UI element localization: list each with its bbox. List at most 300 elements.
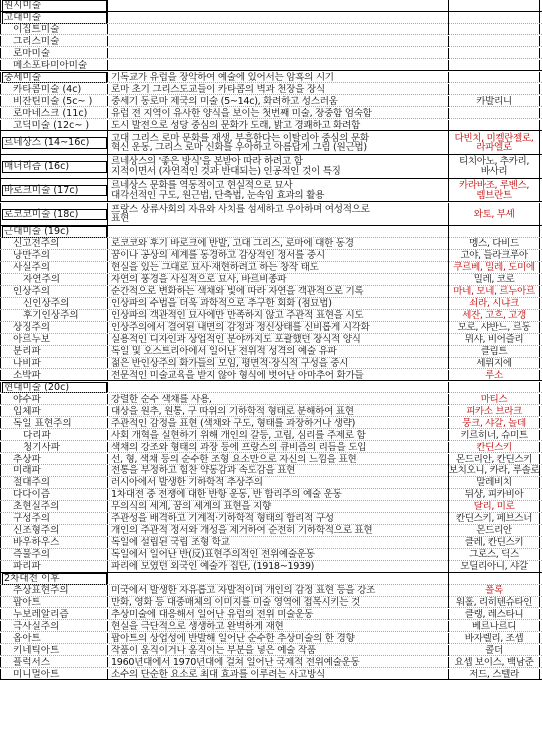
movement-label: 상징주의	[13, 322, 51, 334]
representative-artists	[448, 430, 540, 442]
movement-description	[108, 310, 448, 322]
representative-artists	[448, 155, 540, 178]
movement-label: 아르누보	[13, 334, 51, 345]
movement-description	[108, 609, 448, 621]
movement-name	[0, 262, 108, 274]
movement-description	[108, 465, 448, 477]
description-line: 유럽 전 지역이 유사한 양식을 보이는 첫번째 미술, 장중함 엄숙함	[111, 107, 372, 119]
movement-label: 바우하우스	[13, 537, 60, 549]
description-line: 자연의 풍경을 사실적으로 묘사, 바르비종파	[111, 274, 287, 286]
artist-line: 저드, 스텔라	[469, 668, 519, 680]
representative-artists	[448, 310, 540, 322]
table-row	[0, 250, 542, 262]
table-row	[0, 501, 542, 513]
table-row	[0, 358, 542, 370]
movement-description	[108, 394, 448, 406]
table-row	[0, 310, 542, 322]
table-row	[0, 203, 542, 226]
movement-label: 키네틱아트	[13, 644, 60, 656]
movement-name	[0, 657, 108, 669]
artist-line: 콜더	[485, 644, 503, 656]
movement-label: 즉물주의	[13, 549, 51, 561]
artist-line: 멩스, 다비드	[469, 238, 519, 250]
table-row	[0, 226, 542, 238]
table-row	[0, 370, 542, 382]
representative-artists	[448, 501, 540, 513]
table-row	[0, 465, 542, 477]
representative-artists	[448, 609, 540, 621]
representative-artists	[448, 322, 540, 334]
description-line: 1960년대에서 1970년대에 걸쳐 일어난 국제적 전위예술운동	[111, 656, 360, 668]
artist-line: 마네, 모네, 르누아르	[453, 286, 535, 298]
movement-name	[0, 274, 108, 286]
movement-description	[108, 60, 448, 72]
representative-artists	[448, 179, 540, 202]
description-line: 파리에 모였던 외국인 예술가 집단, (1918~1939)	[111, 561, 315, 573]
representative-artists	[448, 394, 540, 406]
movement-description	[108, 120, 448, 132]
artist-line: 폴록	[485, 584, 503, 596]
representative-artists	[448, 418, 540, 430]
movement-label: 이집트미술	[13, 23, 60, 35]
artist-line: 밀레, 코로	[473, 274, 515, 286]
movement-description	[108, 430, 448, 442]
movement-description	[108, 262, 448, 274]
movement-label: 중세미술	[2, 72, 107, 84]
movement-label: 그리스미술	[13, 35, 60, 47]
movement-name	[0, 84, 108, 96]
movement-description	[108, 489, 448, 501]
description-line: 작품이 움직이거나 움직이는 부분을 넣은 예술 작품	[111, 644, 316, 656]
representative-artists	[448, 334, 540, 346]
table-row	[0, 549, 542, 561]
table-row	[0, 645, 542, 657]
movement-label: 원시미술	[2, 0, 107, 12]
movement-name	[0, 226, 108, 238]
movement-name	[0, 442, 108, 454]
table-row	[0, 382, 542, 394]
movement-label: 나비파	[13, 357, 41, 369]
artist-line: 카라바조, 루벤스,	[458, 180, 530, 192]
artist-line: 세잔, 고흐, 고갱	[462, 310, 526, 322]
description-line: 대상을 원추, 원통, 구 따위의 기하학적 형태로 분해하여 표현	[111, 405, 354, 417]
representative-artists	[448, 262, 540, 274]
description-line: 르네상스 문화를 역동적이고 현실적으로 묘사	[111, 180, 293, 192]
table-row	[0, 394, 542, 406]
movement-name	[0, 394, 108, 406]
movement-description	[108, 621, 448, 633]
table-row	[0, 298, 542, 310]
table-row	[0, 477, 542, 489]
representative-artists	[448, 131, 540, 154]
movement-name	[0, 645, 108, 657]
representative-artists	[448, 465, 540, 477]
movement-description	[108, 669, 448, 681]
representative-artists	[448, 72, 540, 84]
description-line: 로코코와 후기 바로크에 반발, 고대 그리스, 로마에 대한 동경	[111, 238, 354, 250]
movement-label: 로코코미술 (18c)	[2, 209, 107, 221]
representative-artists	[448, 597, 540, 609]
representative-artists	[448, 454, 540, 466]
movement-description	[108, 561, 448, 573]
movement-label: 현대미술 (20c)	[2, 382, 107, 394]
movement-name	[0, 72, 108, 84]
movement-label: 후기인상주의	[23, 310, 79, 322]
movement-label: 자연주의	[23, 274, 61, 286]
movement-description	[108, 48, 448, 60]
movement-description	[108, 657, 448, 669]
representative-artists	[448, 669, 540, 681]
movement-description	[108, 346, 448, 358]
description-line: 인상파의 객관적인 묘사에만 만족하지 않고 주관적 표현을 시도	[111, 310, 364, 322]
movement-description	[108, 585, 448, 597]
representative-artists	[448, 274, 540, 286]
table-row	[0, 12, 542, 24]
description-line: 1차대전 중 전쟁에 대한 반항 운동, 반 합리주의 예술 운동	[111, 489, 342, 501]
artist-line: 모딜리아니, 샤갈	[460, 561, 528, 573]
description-line: 주관성을 배격하고 기계적·기하학적 형태의 합리적 구성	[111, 513, 334, 525]
movement-name	[0, 549, 108, 561]
representative-artists	[448, 525, 540, 537]
table-row	[0, 155, 542, 178]
table-row	[0, 406, 542, 418]
movement-label: 옵아트	[13, 632, 41, 644]
table-row	[0, 454, 542, 466]
description-line: 색채의 강조와 형태의 과장 등에 프랑스의 큐비즘의 리듬을 도입	[111, 441, 367, 453]
table-row	[0, 537, 542, 549]
table-row	[0, 633, 542, 645]
movement-name	[0, 477, 108, 489]
movement-description	[108, 96, 448, 108]
description-line: 현실을 극단적으로 생생하고 완벽하게 재현	[111, 620, 284, 632]
movement-name	[0, 60, 108, 72]
movement-description	[108, 477, 448, 489]
movement-name	[0, 382, 108, 394]
artist-line: 모로, 샤반느, 르동	[457, 322, 531, 334]
table-row	[0, 442, 542, 454]
description-line: 현실을 있는 그대로 묘사·재현하려고 하는 창작 태도	[111, 262, 319, 274]
table-row	[0, 489, 542, 501]
movement-name	[0, 250, 108, 262]
representative-artists	[448, 513, 540, 525]
artist-line: 클레, 칸딘스키	[464, 537, 524, 549]
movement-label: 고딕미술 (12c~ )	[13, 119, 90, 131]
representative-artists	[448, 12, 540, 24]
movement-description	[108, 370, 448, 382]
movement-name	[0, 120, 108, 132]
movement-label: 입체파	[13, 405, 41, 417]
representative-artists	[448, 238, 540, 250]
representative-artists	[448, 286, 540, 298]
movement-name	[0, 525, 108, 537]
representative-artists	[448, 48, 540, 60]
movement-description	[108, 549, 448, 561]
table-row	[0, 238, 542, 250]
movement-name	[0, 12, 108, 24]
movement-description	[108, 418, 448, 430]
movement-description	[108, 155, 448, 178]
table-row	[0, 609, 542, 621]
representative-artists	[448, 370, 540, 382]
table-row	[0, 573, 542, 585]
movement-label: 인상주의	[13, 286, 51, 298]
artist-line: 쇠라, 시냐크	[469, 298, 519, 310]
movement-name	[0, 669, 108, 681]
movement-description	[108, 84, 448, 96]
artist-line: 그로스, 딕스	[469, 549, 519, 561]
movement-label: 구성주의	[13, 513, 51, 525]
representative-artists	[448, 24, 540, 36]
artist-line: 고야, 들라크루아	[460, 250, 528, 262]
movement-label: 고대미술	[2, 12, 107, 24]
artist-line: 칸딘스키, 페브스너	[455, 513, 533, 525]
movement-label: 독일 표현주의	[13, 417, 72, 429]
representative-artists	[448, 120, 540, 132]
description-line: 꿈이나 공상의 세계를 동경하고 감상적인 정서를 중시	[111, 250, 325, 262]
table-row	[0, 430, 542, 442]
movement-description	[108, 645, 448, 657]
table-row	[0, 0, 542, 12]
representative-artists	[448, 96, 540, 108]
movement-label: 사실주의	[13, 262, 51, 274]
movement-label: 분리파	[13, 345, 41, 357]
movement-label: 플럭서스	[13, 656, 51, 668]
movement-label: 청기사파	[23, 441, 61, 453]
artist-line: 루소	[485, 369, 503, 381]
movement-name	[0, 609, 108, 621]
description-line: 전문적인 미술교육을 받지 않아 형식에 벗어난 아마추어 화가들	[111, 369, 364, 381]
movement-description	[108, 633, 448, 645]
movement-label: 르네상스 (14~16c)	[2, 137, 107, 149]
description-line: 인상파의 수법을 더욱 과학적으로 추구한 회화 (점묘법)	[111, 298, 332, 310]
movement-name	[0, 358, 108, 370]
movement-label: 매너리즘 (16c)	[2, 161, 107, 173]
table-row	[0, 418, 542, 430]
table-row	[0, 286, 542, 298]
representative-artists	[448, 585, 540, 597]
representative-artists	[448, 60, 540, 72]
representative-artists	[448, 84, 540, 96]
movement-description	[108, 274, 448, 286]
table-row	[0, 525, 542, 537]
movement-description	[108, 131, 448, 154]
artist-line: 렘브란트	[476, 189, 512, 201]
table-row	[0, 585, 542, 597]
movement-label: 추상표현주의	[13, 584, 69, 596]
movement-name	[0, 322, 108, 334]
movement-description	[108, 513, 448, 525]
movement-description	[108, 36, 448, 48]
movement-name	[0, 286, 108, 298]
description-line: 실용적인 디자인과 상업적인 분야까지도 포괄했던 장식적 양식	[111, 334, 361, 345]
representative-artists	[448, 108, 540, 120]
movement-description	[108, 358, 448, 370]
artist-line: 몬드리안	[476, 525, 512, 537]
artist-line: 다빈치, 미켈란젤로,	[454, 132, 534, 144]
representative-artists	[448, 358, 540, 370]
movement-label: 카타콤미술 (4c)	[13, 83, 82, 95]
description-line: 소수의 단순한 요소로 최대 효과를 이루려는 사고방식	[111, 668, 325, 680]
representative-artists	[448, 477, 540, 489]
movement-description	[108, 442, 448, 454]
artist-line: 클랭, 레스타니	[464, 608, 524, 620]
movement-description	[108, 250, 448, 262]
movement-name	[0, 36, 108, 48]
table-row	[0, 561, 542, 573]
artist-line: 피카소 브라크	[466, 405, 522, 417]
artist-line: 뭉크, 샤갈, 놀데	[462, 417, 526, 429]
table-row	[0, 334, 542, 346]
movement-label: 야수파	[13, 393, 41, 405]
movement-description	[108, 72, 448, 84]
table-row	[0, 60, 542, 72]
movement-name	[0, 513, 108, 525]
movement-label: 신조형주의	[13, 525, 60, 537]
movement-description	[108, 203, 448, 226]
movement-name	[0, 430, 108, 442]
description-line: 지적이면서 (자연적인 것과 반대되는) 인공적인 것이 특징	[111, 165, 341, 177]
artist-line: 세뤼지에	[476, 357, 512, 369]
artist-line: 카발리니	[476, 95, 512, 107]
artist-line: 라파엘로	[476, 142, 512, 154]
movement-label: 바로크미술 (17c)	[2, 185, 107, 197]
description-line: 팝아트의 상업성에 반발해 일어난 순수한 추상미술의 한 경향	[111, 632, 355, 644]
description-line: 로마 초기 그리스도교들이 카타콤의 벽과 천장을 장식	[111, 83, 325, 95]
movement-label: 추상파	[13, 453, 41, 465]
description-line: 대각선적인 구도, 원근법, 단축법, 눈속임 효과의 활용	[111, 189, 325, 201]
movement-label: 다리파	[23, 429, 51, 441]
representative-artists	[448, 203, 540, 226]
table-row	[0, 84, 542, 96]
movement-description	[108, 334, 448, 346]
description-line: 사회 개혁을 실현하기 위해 개인의 갈등, 고립, 심리를 주제로 함	[111, 429, 366, 441]
movement-label: 극사실주의	[13, 620, 60, 632]
description-line: 주관적인 감정을 표현 (색채와 구도, 형태를 과장하거나 생략)	[111, 417, 356, 429]
representative-artists	[448, 657, 540, 669]
movement-label: 신인상주의	[23, 298, 70, 310]
artist-line: 뒤샹, 피카비아	[464, 489, 524, 501]
representative-artists	[448, 489, 540, 501]
description-line: 인상주의에서 결여된 내면의 감정과 정신상태를 신비롭게 시각화	[111, 322, 370, 334]
table-row	[0, 322, 542, 334]
description-line: 기독교가 유럽을 장악하여 예술에 있어서는 암흑의 시기	[111, 71, 334, 83]
table-row	[0, 96, 542, 108]
table-row	[0, 72, 542, 84]
movement-name	[0, 621, 108, 633]
description-line: 만화, 영화 등 대중매체의 이미지를 미술 영역에 접목시키는 것	[111, 596, 360, 608]
movement-description	[108, 108, 448, 120]
description-line: 순간적으로 변화하는 색채와 빛에 따라 자연을 객관적으로 기록	[111, 286, 364, 298]
description-line: 프랑스 상류사회의 자유와 사치를 섬세하고 우아하며 여성적으로	[111, 203, 370, 215]
movement-label: 다다이즘	[13, 489, 51, 501]
movement-name	[0, 501, 108, 513]
movement-label: 미래파	[13, 465, 41, 477]
movement-description	[108, 573, 448, 585]
artist-line: 와토, 부셰	[473, 208, 515, 220]
artist-line: 워홀, 리히텐슈타인	[455, 596, 533, 608]
movement-name	[0, 179, 108, 202]
movement-description	[108, 238, 448, 250]
description-line: 선, 형, 색채 등의 순수한 조형 요소만으로 자신의 느낌을 표현	[111, 453, 357, 465]
movement-name	[0, 465, 108, 477]
table-row	[0, 597, 542, 609]
movement-name	[0, 406, 108, 418]
movement-description	[108, 24, 448, 36]
description-line: 고대 그리스 로마 문화를 재생, 부흥한다는 이탈리아 중심의 문화	[111, 132, 369, 144]
movement-description	[108, 382, 448, 394]
table-row	[0, 621, 542, 633]
description-line: 르네상스의 '좋은 방식'을 본받아 따라 하려고 함	[111, 156, 303, 168]
artist-line: 베르나르디	[471, 620, 517, 632]
artist-line: 키르히너, 슈미트	[460, 429, 528, 441]
movement-label: 신고전주의	[13, 238, 60, 250]
movement-name	[0, 48, 108, 60]
artist-line: 보치오니, 카라, 루솔로	[448, 465, 540, 477]
movement-description	[108, 454, 448, 466]
movement-name	[0, 633, 108, 645]
table-row	[0, 108, 542, 120]
description-line: 독일에서 일어난 반(反)표현주의적인 전위예술운동	[111, 549, 315, 561]
movement-description	[108, 298, 448, 310]
table-row	[0, 131, 542, 154]
description-line: 러시아에서 발생한 기하학적 추상주의	[111, 477, 263, 489]
movement-label: 로마미술	[13, 47, 51, 59]
movement-name	[0, 24, 108, 36]
representative-artists	[448, 0, 540, 12]
representative-artists	[448, 645, 540, 657]
artist-line: 뮈샤, 비어즐리	[464, 334, 524, 345]
representative-artists	[448, 573, 540, 585]
representative-artists	[448, 561, 540, 573]
description-line: 미국에서 발생한 자유롭고 자발적이며 개인의 감정 표현 등을 강조	[111, 584, 376, 596]
representative-artists	[448, 442, 540, 454]
movement-description	[108, 322, 448, 334]
movement-name	[0, 561, 108, 573]
representative-artists	[448, 226, 540, 238]
movement-description	[108, 501, 448, 513]
movement-name	[0, 489, 108, 501]
description-line: 표현	[111, 213, 129, 225]
movement-name	[0, 310, 108, 322]
movement-name	[0, 0, 108, 12]
representative-artists	[448, 406, 540, 418]
representative-artists	[448, 36, 540, 48]
movement-description	[108, 537, 448, 549]
movement-description	[108, 226, 448, 238]
table-row	[0, 48, 542, 60]
movement-description	[108, 597, 448, 609]
representative-artists	[448, 537, 540, 549]
description-line: 독일에 설립된 국립 조형 학교	[111, 537, 230, 549]
movement-label: 메소포타미아미술	[13, 59, 88, 71]
movement-label: 파리파	[13, 561, 41, 573]
table-row	[0, 179, 542, 202]
movement-label: 로마네스크 (11c)	[13, 107, 88, 119]
table-row	[0, 669, 542, 681]
description-line: 독일 및 오스트리아에서 일어난 전위적 성격의 예술 유파	[111, 345, 337, 357]
movement-description	[108, 525, 448, 537]
artist-line: 쿠르베, 밀레, 도미에	[453, 262, 535, 274]
artist-line: 클림트	[480, 345, 508, 357]
artist-line: 달리, 미로	[473, 501, 515, 513]
movement-name	[0, 573, 108, 585]
movement-name	[0, 298, 108, 310]
movement-description	[108, 179, 448, 202]
representative-artists	[448, 621, 540, 633]
artist-line: 바자렐리, 조셉	[464, 632, 524, 644]
description-line: 도시 발전으로 성당 중심의 문화가 도래, 밝고 경쾌하고 화려함	[111, 119, 360, 131]
movement-name	[0, 537, 108, 549]
